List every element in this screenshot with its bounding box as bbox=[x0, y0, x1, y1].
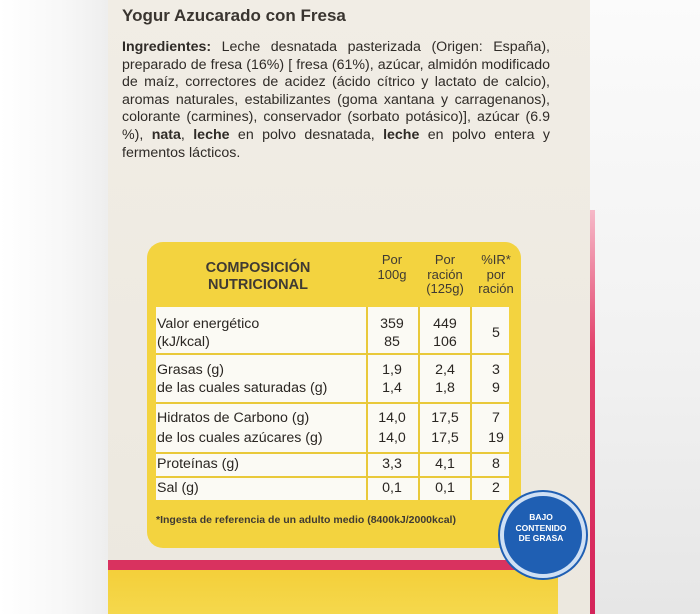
col1-line2: 100g bbox=[377, 266, 407, 282]
low-fat-badge-text bbox=[506, 512, 576, 544]
cell-energy-serving-kj: 449 bbox=[433, 316, 457, 332]
cell-fat-serving: 2,4 bbox=[435, 362, 455, 378]
table-rule-energy bbox=[156, 353, 509, 355]
col-header-per-100g bbox=[366, 253, 418, 282]
badge-line2: CONTENIDO bbox=[515, 522, 567, 533]
nutrition-header-line1: COMPOSICIÓN bbox=[205, 260, 311, 276]
col1-line1: Por bbox=[381, 252, 403, 267]
cell-energy-ri: 5 bbox=[492, 325, 500, 341]
ingredients-part-3: en polvo entera y fermentos lácticos. bbox=[122, 126, 550, 161]
product-title: Yogur Azucarado con Fresa bbox=[122, 6, 346, 25]
cell-sugars-serving: 17,5 bbox=[431, 430, 459, 446]
row-label-energy: Valor energético bbox=[157, 316, 260, 332]
row-label-saturates: de las cuales saturadas (g) bbox=[157, 380, 328, 396]
allergen-leche-2: leche bbox=[383, 126, 420, 143]
col2-line3: (125g) bbox=[426, 281, 464, 296]
cell-fat-ri: 3 bbox=[492, 362, 500, 378]
col2-line2: ración bbox=[427, 266, 463, 282]
col3-line3: ración bbox=[478, 281, 514, 296]
col-header-per-serving bbox=[419, 253, 471, 297]
allergen-nata: nata bbox=[151, 126, 181, 143]
ingredients-part-1: Leche desnatada pasterizada (Origen: España), preparado de fresa (16%) [ fresa (61%), azúcar, almidón modificado de maíz, correctores de acidez (ácido cítrico y lactato de calcio), aromas naturales, estabilizantes (goma xantana y carragenanos), colorante (carmines), conservador (sorbato potásico)], azúcar (6.9 %), bbox=[122, 39, 550, 143]
ingredients-heading: Ingredientes: bbox=[122, 39, 212, 55]
allergen-leche-1: leche bbox=[193, 126, 230, 143]
badge-line1: BAJO bbox=[529, 512, 553, 522]
badge-line3: DE GRASA bbox=[518, 533, 564, 543]
bottom-yellow-band bbox=[108, 570, 558, 614]
cell-sugars-100g: 14,0 bbox=[378, 430, 406, 446]
background-left bbox=[0, 0, 108, 614]
col3-line2: por bbox=[486, 266, 506, 282]
ingredients-sep: , bbox=[180, 126, 194, 143]
ingredients-part-2: en polvo desnatada, bbox=[229, 126, 384, 143]
row-label-protein: Proteínas (g) bbox=[157, 456, 240, 472]
ingredients-text bbox=[122, 39, 550, 162]
cell-saturates-serving: 1,8 bbox=[435, 380, 455, 396]
col3-line1: %IR* bbox=[481, 252, 511, 267]
cell-carbs-100g: 14,0 bbox=[378, 410, 406, 426]
cell-sugars-ri: 19 bbox=[488, 430, 504, 446]
reference-intake-footnote: *Ingesta de referencia de un adulto medio (8400kJ/2000kcal) bbox=[156, 514, 456, 526]
nutrition-header-line2: NUTRICIONAL bbox=[208, 277, 308, 293]
cell-salt-100g: 0,1 bbox=[382, 480, 402, 496]
cell-energy-100g-kj: 359 bbox=[380, 316, 404, 332]
nutrition-header bbox=[193, 260, 323, 294]
row-label-carbs: Hidratos de Carbono (g) bbox=[157, 410, 310, 426]
cell-protein-ri: 8 bbox=[492, 456, 500, 472]
cell-energy-100g-kcal: 85 bbox=[384, 334, 400, 350]
cell-carbs-serving: 17,5 bbox=[431, 410, 459, 426]
col-header-ri bbox=[470, 253, 522, 297]
cell-salt-ri: 2 bbox=[492, 480, 500, 496]
col2-line1: Por bbox=[434, 252, 456, 267]
cell-energy-serving-kcal: 106 bbox=[433, 334, 457, 350]
cell-saturates-ri: 9 bbox=[492, 380, 500, 396]
table-rule-carbs bbox=[156, 452, 509, 454]
table-rule-fat bbox=[156, 402, 509, 404]
table-rule-protein bbox=[156, 476, 509, 478]
cell-protein-serving: 4,1 bbox=[435, 456, 455, 472]
cell-carbs-ri: 7 bbox=[492, 410, 500, 426]
row-label-sugars: de los cuales azúcares (g) bbox=[157, 430, 323, 446]
row-label-kjkcal: (kJ/kcal) bbox=[157, 334, 210, 350]
cell-saturates-100g: 1,4 bbox=[382, 380, 402, 396]
cell-fat-100g: 1,9 bbox=[382, 362, 402, 378]
cell-protein-100g: 3,3 bbox=[382, 456, 402, 472]
row-label-fat: Grasas (g) bbox=[157, 362, 225, 378]
cell-salt-serving: 0,1 bbox=[435, 480, 455, 496]
row-label-salt: Sal (g) bbox=[157, 480, 199, 496]
